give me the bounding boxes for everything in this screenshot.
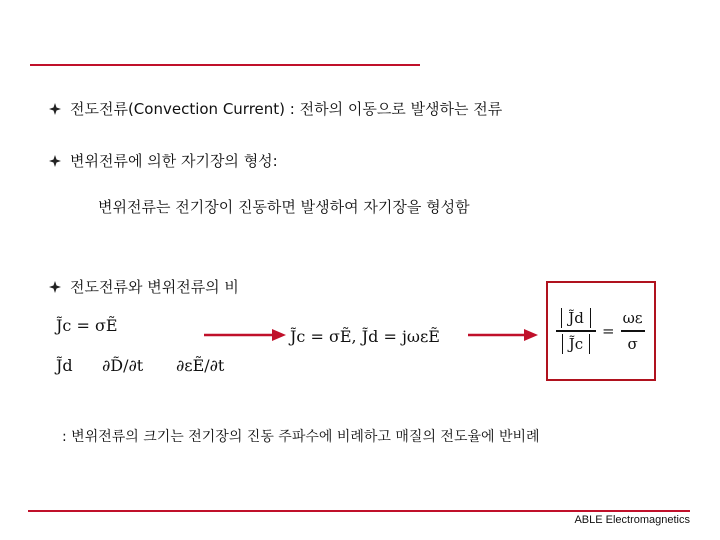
sub-description: 변위전류는 전기장이 진동하면 발생하여 자기장을 형성함 (98, 198, 470, 216)
right-arrow-icon (204, 328, 286, 342)
ratio-denominator: J̃c (562, 334, 590, 354)
bullet-text: 전도전류와 변위전류의 비 (70, 278, 239, 296)
equation-jc: J̃c = σẼ (56, 316, 118, 335)
ratio-formula (556, 308, 646, 354)
ratio-rhs-numerator: ωε (622, 309, 643, 327)
bullet-text: 전도전류(Convection Current) : 전하의 이동으로 발생하는 전류 (70, 100, 503, 118)
ratio-numerator: J̃d (561, 308, 591, 328)
conclusion-text: : 변위전류의 크기는 전기장의 진동 주파수에 비례하고 매질의 전도율에 반비례 (62, 429, 540, 445)
bottom-rule (28, 510, 690, 512)
bullet-ratio (48, 276, 239, 297)
equation-combined: J̃c = σẼ, J̃d = jωεẼ (290, 327, 440, 346)
bullet-text: 변위전류에 의한 자기장의 형성: (70, 152, 278, 170)
top-rule (30, 64, 420, 66)
diamond-bullet-icon (48, 280, 62, 294)
diamond-bullet-icon (48, 154, 62, 168)
equation-jd-label: J̃d (56, 356, 73, 375)
footer-label: ABLE Electromagnetics (574, 514, 690, 526)
bullet-displacement-current (48, 150, 278, 171)
bullet-convection-current (48, 98, 502, 119)
ratio-rhs-denominator: σ (627, 334, 638, 353)
ratio-equals: = (602, 321, 615, 340)
equation-deps-dt: ∂εẼ/∂t (176, 356, 225, 375)
fraction-bar (621, 330, 645, 332)
right-arrow-icon (468, 328, 538, 342)
fraction-bar (556, 330, 596, 332)
equation-dd-dt: ∂D̃/∂t (102, 356, 144, 375)
diamond-bullet-icon (48, 102, 62, 116)
